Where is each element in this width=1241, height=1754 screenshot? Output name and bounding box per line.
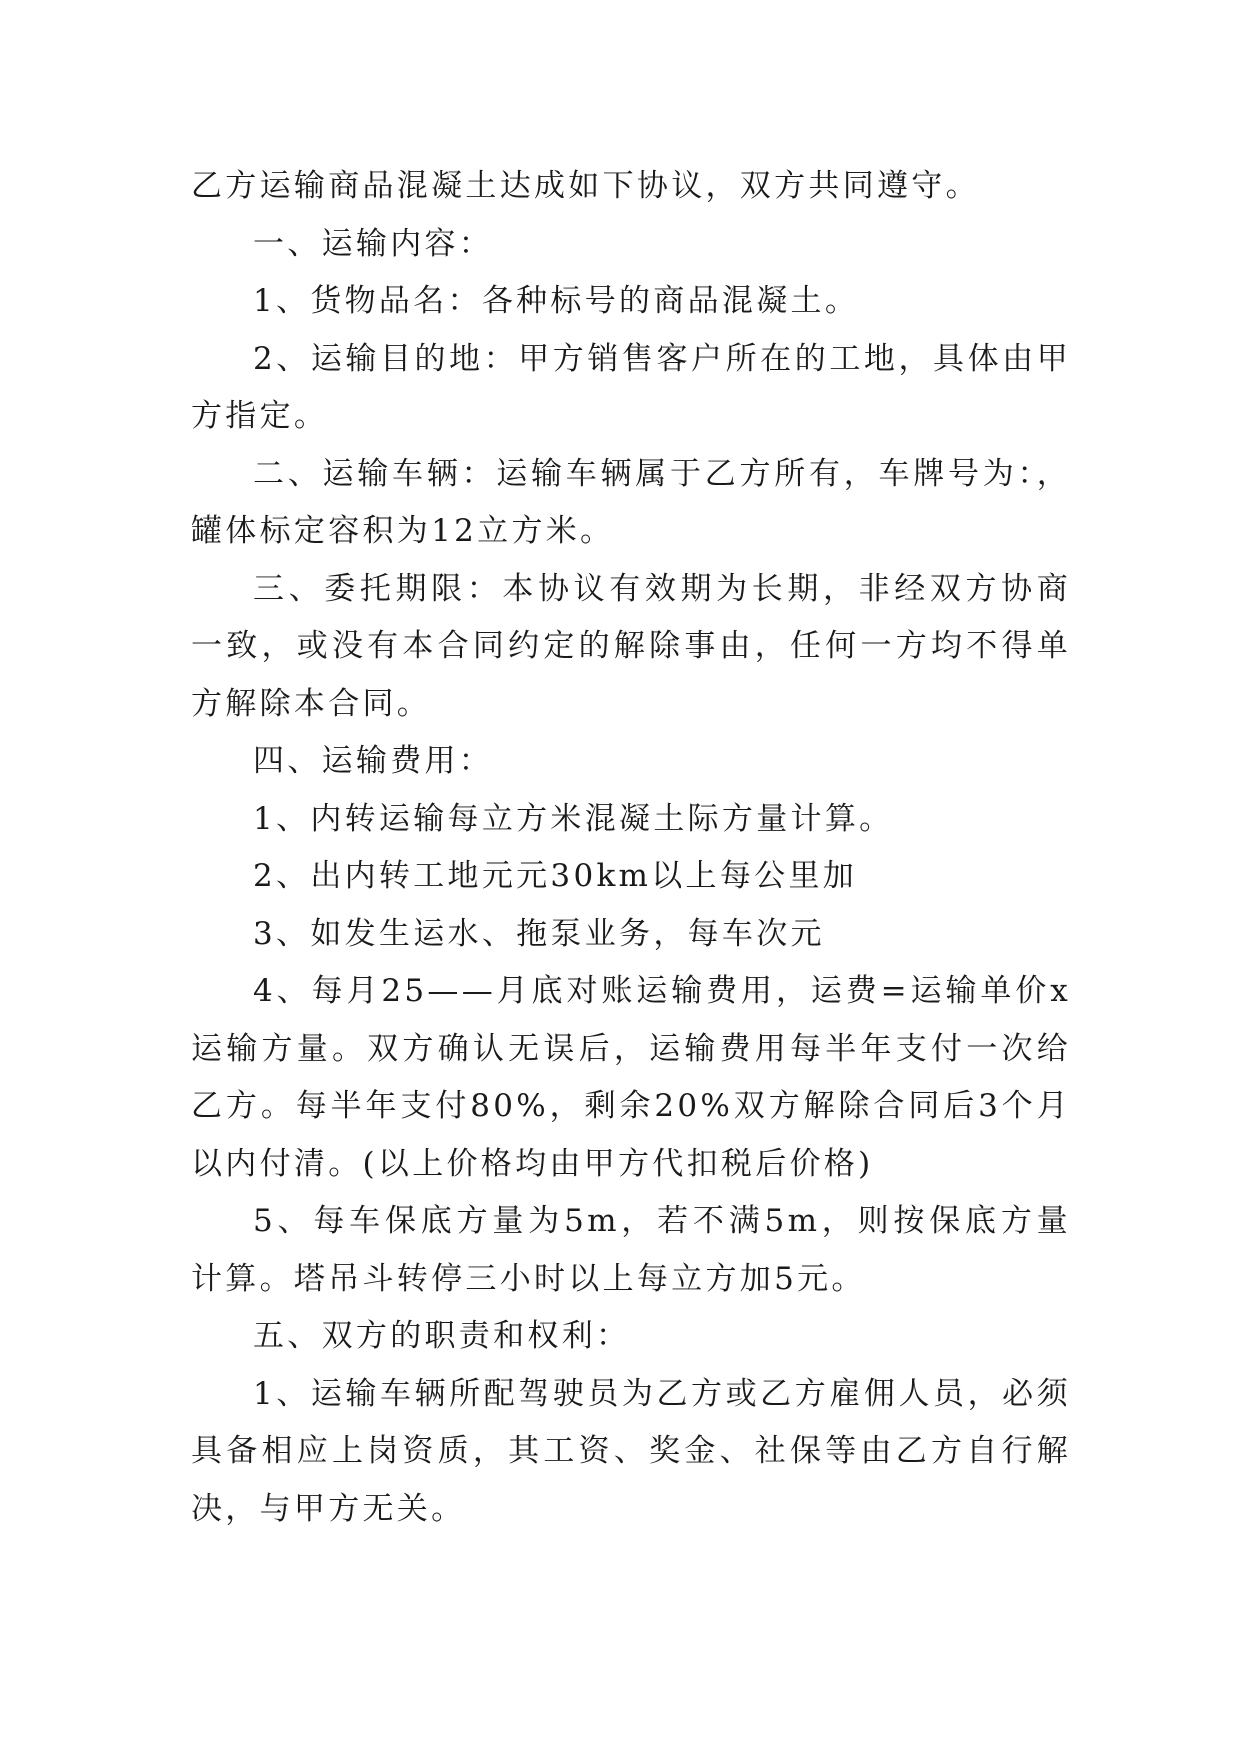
paragraph-fee-2: 2、出内转工地元元30km以上每公里加	[253, 858, 858, 894]
paragraph-goods-name: 1、货物品名：各种标号的商品混凝土。	[253, 283, 860, 319]
paragraph-vehicles: 二、运输车辆：运输车辆属于乙方所有，车牌号为：，罐体标定容积为12立方米。	[191, 455, 1071, 549]
paragraph-fee-1: 1、内转运输每立方米混凝土际方量计算。	[253, 800, 894, 837]
section-heading-duties: 五、双方的职责和权利：	[253, 1318, 631, 1354]
paragraph-fee-3: 3、如发生运水、拖泵业务，每车次元	[253, 915, 825, 952]
section-heading-transport-content: 一、运输内容：	[253, 225, 494, 262]
paragraph-destination: 2、运输目的地：甲方销售客户所在的工地，具体由甲方指定。	[191, 340, 1071, 434]
section-heading-fees: 四、运输费用：	[253, 743, 494, 779]
paragraph-intro: 乙方运输商品混凝土达成如下协议，双方共同遵守。	[191, 168, 980, 204]
document-body	[191, 158, 1071, 1538]
paragraph-term: 三、委托期限：本协议有效期为长期，非经双方协商一致，或没有本合同约定的解除事由，任何一方均不得单方解除本合同。	[191, 570, 1071, 722]
paragraph-fee-4: 4、每月25——月底对账运输费用，运费=运输单价x运输方量。双方确认无误后，运输费用每半年支付一次给乙方。每半年支付80%，剩余20%双方解除合同后3个月以内付清。(以上价格均由甲方代扣税后价格)	[191, 973, 1071, 1182]
paragraph-fee-5: 5、每车保底方量为5m，若不满5m，则按保底方量计算。塔吊斗转停三小时以上每立方加5元。	[191, 1203, 1071, 1297]
paragraph-duty-1: 1、运输车辆所配驾驶员为乙方或乙方雇佣人员，必须具备相应上岗资质，其工资、奖金、社保等由乙方自行解决，与甲方无关。	[191, 1375, 1071, 1527]
